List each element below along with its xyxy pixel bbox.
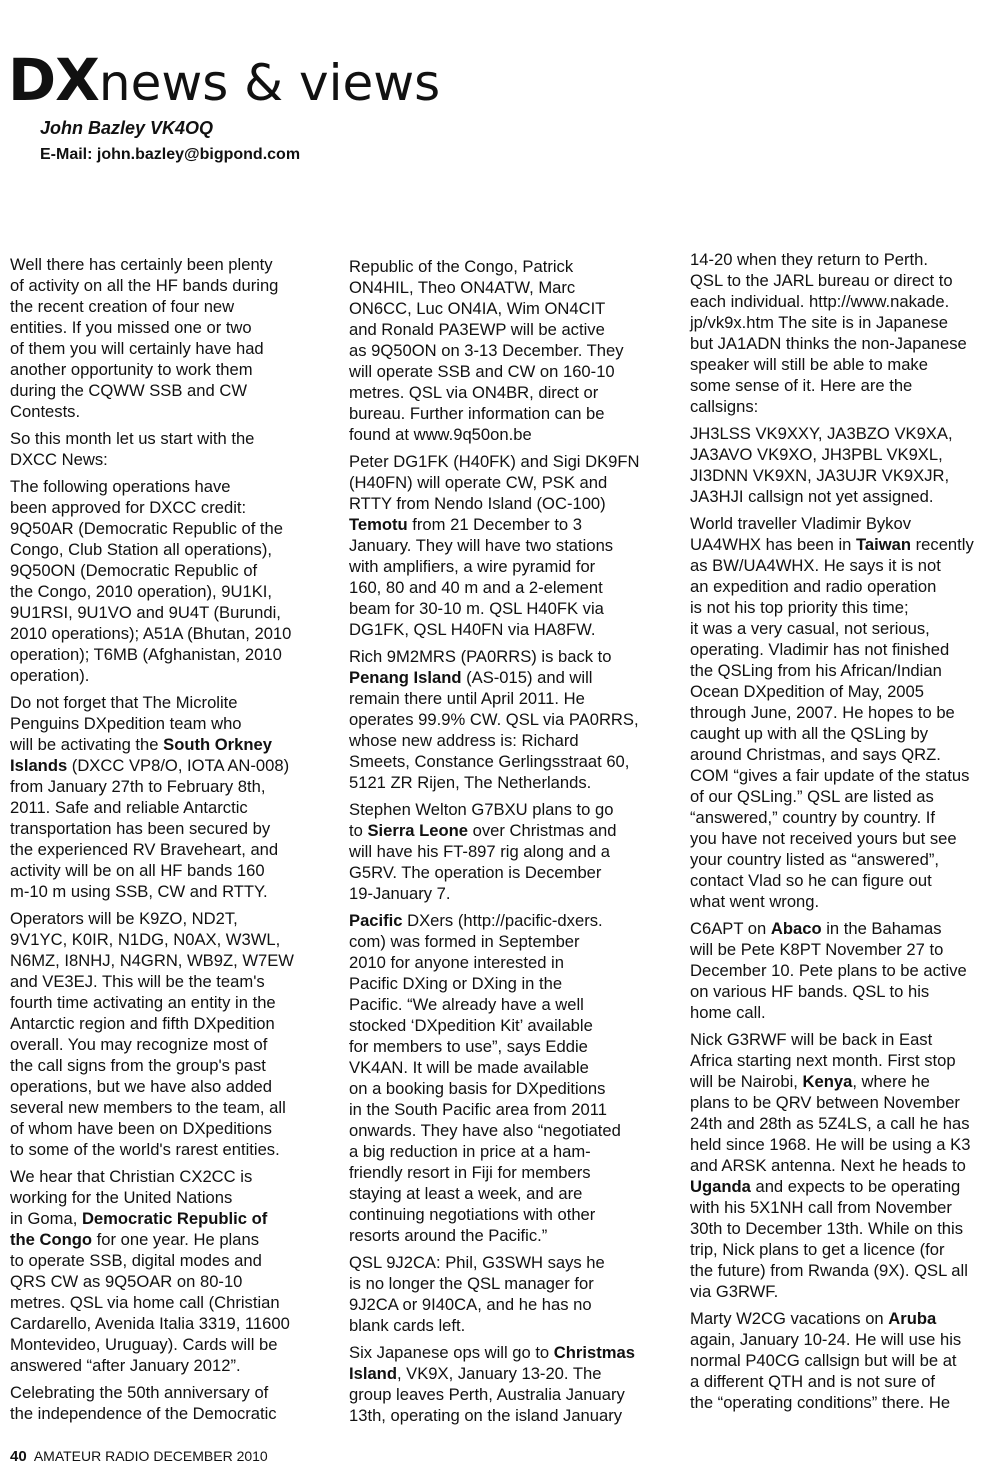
paragraph <box>10 1382 310 1424</box>
author-name: John Bazley VK4OQ <box>40 118 214 138</box>
text-run: Peter DG1FK (H40FK) and Sigi DK9FN (H40FN) will operate CW, PSK and RTTY from Nendo Island (OC-100) <box>349 452 640 513</box>
bold-run: Temotu <box>349 515 408 534</box>
section-title-rest: news & views <box>98 54 441 112</box>
paragraph <box>349 910 644 1246</box>
article-column-3 <box>690 249 990 1419</box>
author-email: E-Mail: john.bazley@bigpond.com <box>40 146 301 163</box>
text-run: Operators will be K9ZO, ND2T, 9V1YC, K0IR, N1DG, N0AX, W3WL, N6MZ, I8NHJ, N4GRN, WB9Z, W7EW and VE3EJ. This will be the team's fourth time activating an entity in the Antarctic region and fifth DXpedition overall. You may recognize most of the call signs from the group's past operations, but we have also added several new members to the team, all of whom have been on DXpeditions to some of the world's rarest entities. <box>10 909 294 1159</box>
bold-run: Penang Island <box>349 668 462 687</box>
paragraph <box>690 513 990 912</box>
paragraph <box>349 646 644 793</box>
paragraph <box>690 249 990 417</box>
section-title <box>8 46 441 124</box>
bold-run: Pacific <box>349 911 403 930</box>
masthead <box>8 46 441 124</box>
text-run: in the Bahamas will be Pete K8PT November 27 to December 10. Pete plans to be active on various HF bands. QSL to his home call. <box>690 919 967 1022</box>
text-run: Stephen Welton G7BXU plans to go to <box>349 800 614 840</box>
text-run: Republic of the Congo, Patrick ON4HIL, Theo ON4ATW, Marc ON6CC, Luc ON4IA, Wim ON4CIT and Ronald PA3EWP will be active as 9Q50ON on 3-13 December. They will operate SSB and CW on 160-10 metres. QSL via ON4BR, direct or bureau. Further information can be found at www.9q50on.be <box>349 257 624 444</box>
paragraph <box>10 428 310 470</box>
text-run: , VK9X, January 13-20. The group leaves Perth, Australia January 13th, operating on the island January <box>349 1364 625 1425</box>
text-run: DXers (http://pacific-dxers. com) was formed in September 2010 for anyone interested in Pacific DXing or DXing in the Pacific. “We already have a well stocked ‘DXpedition Kit’ available for members to use”, says Eddie VK4AN. It will be made available on a booking basis for DXpeditions in the South Pacific area from 2011 onwards. They have also “negotiated a big reduction in price at a ham- friendly resort in Fiji for members staying at least a week, and are continuing negotiations with other resorts around the Pacific.” <box>349 911 621 1245</box>
text-run: World traveller Vladimir Bykov UA4WHX has been in <box>690 514 912 554</box>
text-run: (AS-015) and will remain there until April 2011. He operates 99.9% CW. QSL via PA0RRS, whose new address is: Richard Smeets, Constance Gerlingsstraat 60, 5121 ZR Rijen, The Netherlands. <box>349 668 639 792</box>
text-run: for one year. He plans to operate SSB, digital modes and QRS CW as 9Q5OAR on 80-10 metres. QSL via home call (Christian Cardarello, Avenida Italia 3319, 11600 Montevideo, Uruguay). Cards will be answered “after January 2012”. <box>10 1230 290 1375</box>
paragraph <box>349 451 644 640</box>
bold-run: Kenya <box>802 1072 853 1091</box>
page-footer <box>10 1448 268 1465</box>
paragraph <box>349 1252 644 1336</box>
text-run: over Christmas and will have his FT-897 rig along and a G5RV. The operation is December 19-January 7. <box>349 821 617 903</box>
text-run: Do not forget that The Microlite Penguins DXpedition team who will be activating the <box>10 693 242 754</box>
text-run: Well there has certainly been plenty of activity on all the HF bands during the recent creation of four new entities. If you missed one or two of them you will certainly have had another opportunity to work them during the CQWW SSB and CW Contests. <box>10 255 279 421</box>
text-run: and expects to be operating with his 5X1NH call from November 30th to December 13th. While on this trip, Nick plans to get a licence (for the future) from Rwanda (9X). QSL all via G3RWF. <box>690 1177 968 1301</box>
text-run: So this month let us start with the DXCC News: <box>10 429 255 469</box>
text-run: Celebrating the 50th anniversary of the independence of the Democratic <box>10 1383 277 1423</box>
bold-run: Christmas Island <box>349 1343 635 1383</box>
paragraph <box>690 423 990 507</box>
text-run: The following operations have been approved for DXCC credit: 9Q50AR (Democratic Republic of the Congo, Club Station all operations), 9Q50ON (Democratic Republic of the Congo, 2010 operation), 9U1KI, 9U1RSI, 9U1VO and 9U4T (Burundi, 2010 operations); A51A (Bhutan, 2010 operation); T6MB (Afghanistan, 2010 operation). <box>10 477 292 685</box>
text-run: , where he plans to be QRV between November 24th and 28th as 5Z4LS, a call he has held since 1968. He will be using a K3 and ARSK antenna. Next he heads to <box>690 1072 971 1175</box>
paragraph <box>10 692 310 902</box>
paragraph <box>10 908 310 1160</box>
paragraph <box>349 1342 644 1426</box>
page-number: 40 <box>10 1448 27 1465</box>
paragraph <box>10 1166 310 1376</box>
text-run: from 21 December to 3 January. They will have two stations with amplifiers, a wire pyramid for 160, 80 and 40 m and a 2-element beam for 30-10 m. QSL H40FK via DG1FK, QSL H40FN via HA8FW. <box>349 515 614 639</box>
text-run: Six Japanese ops will go to <box>349 1343 554 1362</box>
text-run: Nick G3RWF will be back in East Africa starting next month. First stop will be Nairobi, <box>690 1030 956 1091</box>
text-run: (DXCC VP8/O, IOTA AN-008) from January 27th to February 8th, 2011. Safe and reliable Antarctic transportation has been secured by the experienced RV Braveheart, and activity will be on all HF bands 160 m-10 m using SSB, CW and RTTY. <box>10 756 290 901</box>
paragraph <box>10 476 310 686</box>
paragraph <box>690 1308 990 1413</box>
text-run: We hear that Christian CX2CC is working for the United Nations in Goma, <box>10 1167 253 1228</box>
bold-run: Sierra Leone <box>367 821 468 840</box>
paragraph <box>690 918 990 1023</box>
paragraph <box>349 799 644 904</box>
text-run: recently as BW/UA4WHX. He says it is not an expedition and radio operation is not his top priority this time; it was a very casual, not serious, operating. Vladimir has not finished the QSLing from his African/Indian Ocean DXpedition of May, 2005 through June, 2007. He hopes to be caught up with all the QSLing by around Christmas, and says QRZ. COM “gives a fair update of the status of our QSLing.” QSL are listed as “answered,” country by country. If you have not received yours but see your country listed as “answered”, contact Vlad so he can figure out what went wrong. <box>690 535 974 911</box>
article-column-2 <box>349 256 644 1432</box>
article-column-1 <box>10 254 310 1430</box>
text-run: 14-20 when they return to Perth. QSL to the JARL bureau or direct to each individual. http://www.nakade. jp/vk9x.htm The site is in Japanese but JA1ADN thinks the non-Japanese speaker will still be able to make some sense of it. Here are the callsigns: <box>690 250 967 416</box>
bold-run: Abaco <box>770 919 822 938</box>
bold-run: South Orkney Islands <box>10 735 272 775</box>
text-run: Rich 9M2MRS (PA0RRS) is back to <box>349 647 612 666</box>
text-run: Marty W2CG vacations on <box>690 1309 889 1328</box>
paragraph <box>349 256 644 445</box>
text-run: again, January 10-24. He will use his normal P40CG callsign but will be at a different QTH and is not sure of the “operating conditions” there. He <box>690 1330 962 1412</box>
bold-run: Uganda <box>690 1177 751 1196</box>
section-title-dx: DX <box>8 46 99 114</box>
paragraph <box>690 1029 990 1302</box>
text-run: C6APT on <box>690 919 771 938</box>
paragraph <box>10 254 310 422</box>
bold-run: Taiwan <box>856 535 912 554</box>
bold-run: Democratic Republic of the Congo <box>10 1209 268 1249</box>
bold-run: Aruba <box>888 1309 937 1328</box>
text-run: JH3LSS VK9XXY, JA3BZO VK9XA, JA3AVO VK9XO, JH3PBL VK9XL, JI3DNN VK9XN, JA3UJR VK9XJR, JA3HJI callsign not yet assigned. <box>690 424 953 506</box>
text-run: QSL 9J2CA: Phil, G3SWH says he is no longer the QSL manager for 9J2CA or 9I40CA, and he has no blank cards left. <box>349 1253 605 1335</box>
publication-name: AMATEUR RADIO DECEMBER 2010 <box>33 1448 268 1464</box>
